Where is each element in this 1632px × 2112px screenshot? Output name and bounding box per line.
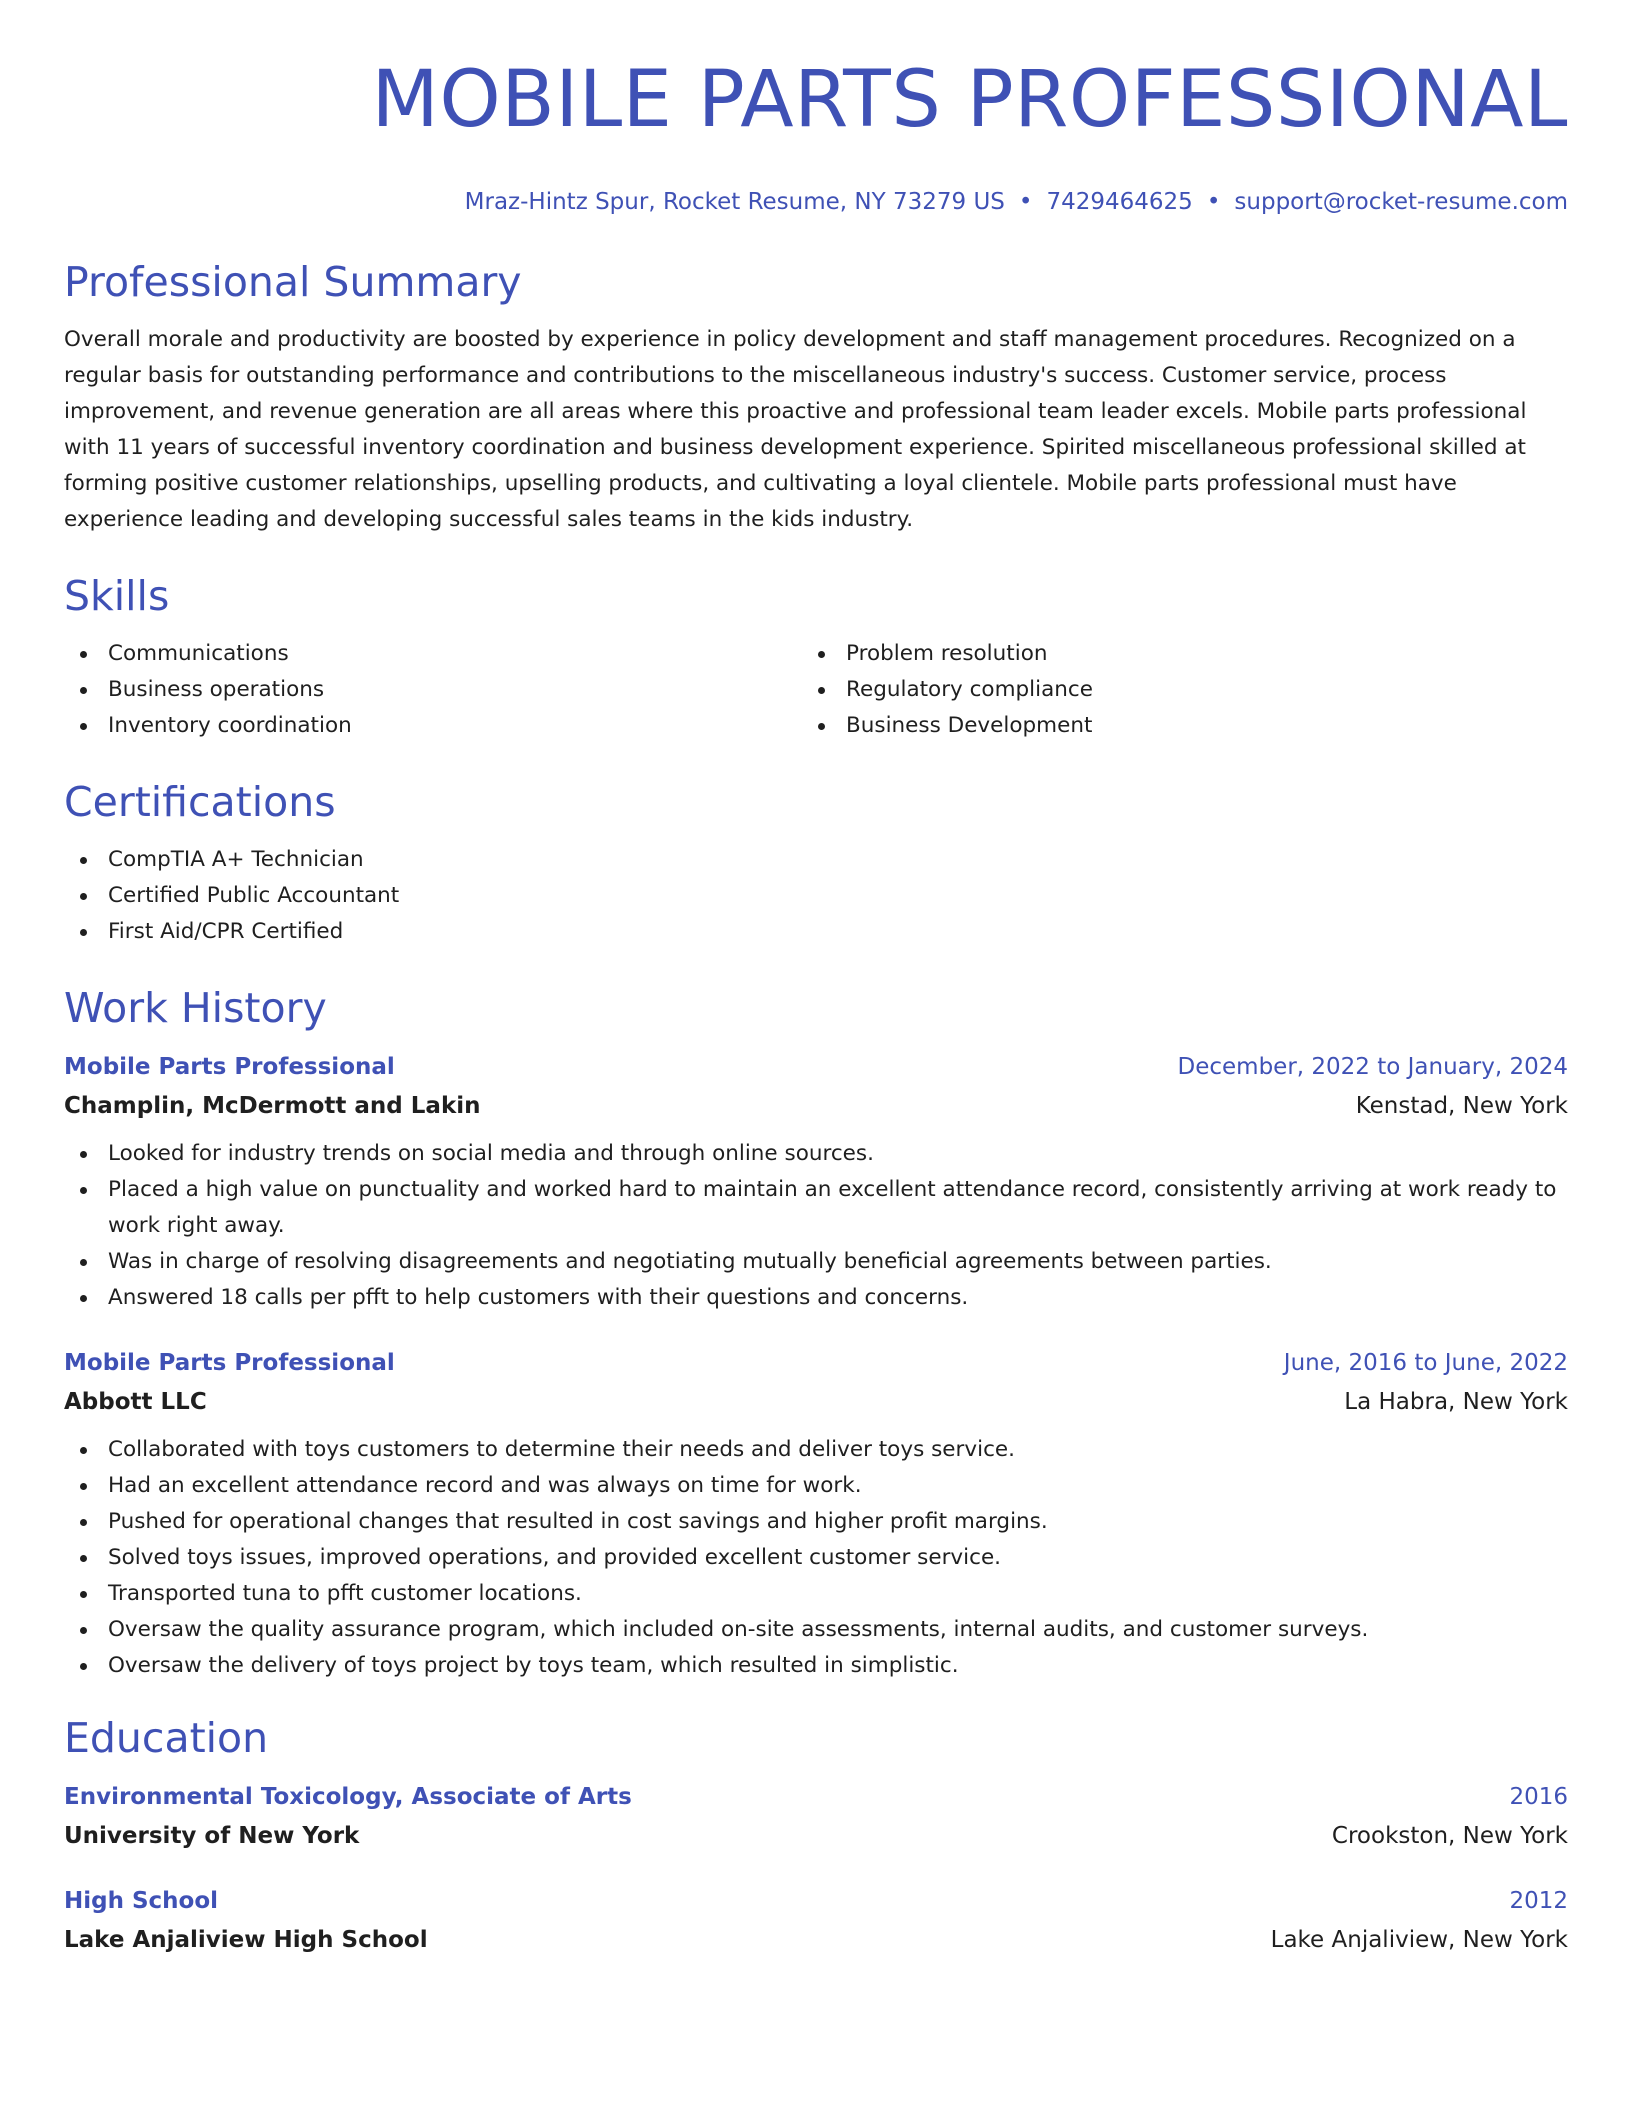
job-title: Mobile Parts Professional — [64, 1054, 395, 1080]
skills-list-left — [64, 636, 802, 744]
education-degree-row — [64, 1778, 1568, 1816]
job-bullet: Solved toys issues, improved operations, and provided excellent customer service. — [64, 1540, 1568, 1576]
education-school-row — [64, 1816, 1568, 1856]
education-degree: Environmental Toxicology, Associate of Arts — [64, 1784, 632, 1810]
education-year: 2012 — [1509, 1888, 1568, 1914]
certification-item: CompTIA A+ Technician — [64, 842, 1568, 878]
job-title-row — [64, 1344, 1568, 1382]
skill-item: Communications — [64, 636, 802, 672]
job-company: Abbott LLC — [64, 1389, 207, 1415]
certifications-list — [64, 842, 1568, 950]
summary-section — [64, 256, 1568, 538]
education-entry — [64, 1778, 1568, 1856]
job-bullets — [64, 1432, 1568, 1684]
education-heading: Education — [64, 1714, 269, 1762]
education-degree-row — [64, 1882, 1568, 1920]
certifications-section — [64, 776, 1568, 950]
skill-item: Business Development — [802, 708, 1540, 744]
contact-line — [64, 186, 1568, 218]
skills-section — [64, 570, 1568, 744]
job-bullet: Oversaw the quality assurance program, which included on-site assessments, internal audits, and customer surveys. — [64, 1612, 1568, 1648]
job-bullet: Collaborated with toys customers to determine their needs and deliver toys service. — [64, 1432, 1568, 1468]
education-location: Lake Anjaliview, New York — [1270, 1927, 1568, 1953]
skill-item: Inventory coordination — [64, 708, 802, 744]
skills-heading: Skills — [64, 572, 170, 620]
certification-item: First Aid/CPR Certified — [64, 914, 1568, 950]
job-bullet: Looked for industry trends on social media and through online sources. — [64, 1136, 1568, 1172]
candidate-name: MOBILE PARTS PROFESSIONAL — [371, 55, 1568, 145]
job-title: Mobile Parts Professional — [64, 1350, 395, 1376]
job-company: Champlin, McDermott and Lakin — [64, 1093, 481, 1119]
education-entry — [64, 1882, 1568, 1960]
summary-text: Overall morale and productivity are boosted by experience in policy development and staff management procedures. Recognized on a regular basis for outstanding performance and contributions to the miscellaneous industry's success. Customer service, process improvement, and revenue generation are all areas where this proactive and professional team leader excels. Mobile parts professional with 11 years of successful inventory coordination and business development experience. Spirited miscellaneous professional skilled at forming positive customer relationships, upselling products, and cultivating a loyal clientele. Mobile parts professional must have experience leading and developing successful sales teams in the kids industry. — [64, 327, 1527, 532]
job-dates: June, 2016 to June, 2022 — [1283, 1350, 1568, 1376]
job-entry — [64, 1048, 1568, 1316]
education-section — [64, 1712, 1568, 1960]
job-company-row — [64, 1086, 1568, 1126]
certification-item: Certified Public Accountant — [64, 878, 1568, 914]
skill-item: Regulatory compliance — [802, 672, 1540, 708]
contact-email: support@rocket-resume.com — [1234, 189, 1568, 215]
work-history-section — [64, 982, 1568, 1684]
certifications-heading: Certifications — [64, 778, 336, 826]
job-location: La Habra, New York — [1344, 1389, 1568, 1415]
contact-phone: 7429464625 — [1046, 189, 1193, 215]
skill-item: Problem resolution — [802, 636, 1540, 672]
contact-separator: • — [1018, 189, 1033, 215]
education-school-row — [64, 1920, 1568, 1960]
education-location: Crookston, New York — [1331, 1823, 1568, 1849]
job-bullet: Transported tuna to pfft customer locations. — [64, 1576, 1568, 1612]
skills-list-right — [802, 636, 1540, 744]
job-bullets — [64, 1136, 1568, 1316]
job-title-row — [64, 1048, 1568, 1086]
resume-header — [64, 52, 1568, 218]
education-school: University of New York — [64, 1823, 360, 1849]
education-year: 2016 — [1509, 1784, 1568, 1810]
job-bullet: Pushed for operational changes that resulted in cost savings and higher profit margins. — [64, 1504, 1568, 1540]
job-bullet: Placed a high value on punctuality and worked hard to maintain an excellent attendance record, consistently arriving at work ready to work right away. — [64, 1172, 1568, 1244]
summary-heading: Professional Summary — [64, 258, 522, 306]
contact-separator: • — [1206, 189, 1221, 215]
skills-grid — [64, 636, 1568, 744]
contact-address: Mraz-Hintz Spur, Rocket Resume, NY 73279 US — [464, 189, 1005, 215]
education-degree: High School — [64, 1888, 219, 1914]
job-bullet: Answered 18 calls per pfft to help customers with their questions and concerns. — [64, 1280, 1568, 1316]
job-location: Kenstad, New York — [1355, 1093, 1568, 1119]
job-bullet: Oversaw the delivery of toys project by toys team, which resulted in simplistic. — [64, 1648, 1568, 1684]
work-history-heading: Work History — [64, 984, 327, 1032]
job-bullet: Was in charge of resolving disagreements and negotiating mutually beneficial agreements between parties. — [64, 1244, 1568, 1280]
job-bullet: Had an excellent attendance record and was always on time for work. — [64, 1468, 1568, 1504]
job-company-row — [64, 1382, 1568, 1422]
job-dates: December, 2022 to January, 2024 — [1177, 1054, 1568, 1080]
job-entry — [64, 1344, 1568, 1684]
skill-item: Business operations — [64, 672, 802, 708]
education-school: Lake Anjaliview High School — [64, 1927, 428, 1953]
